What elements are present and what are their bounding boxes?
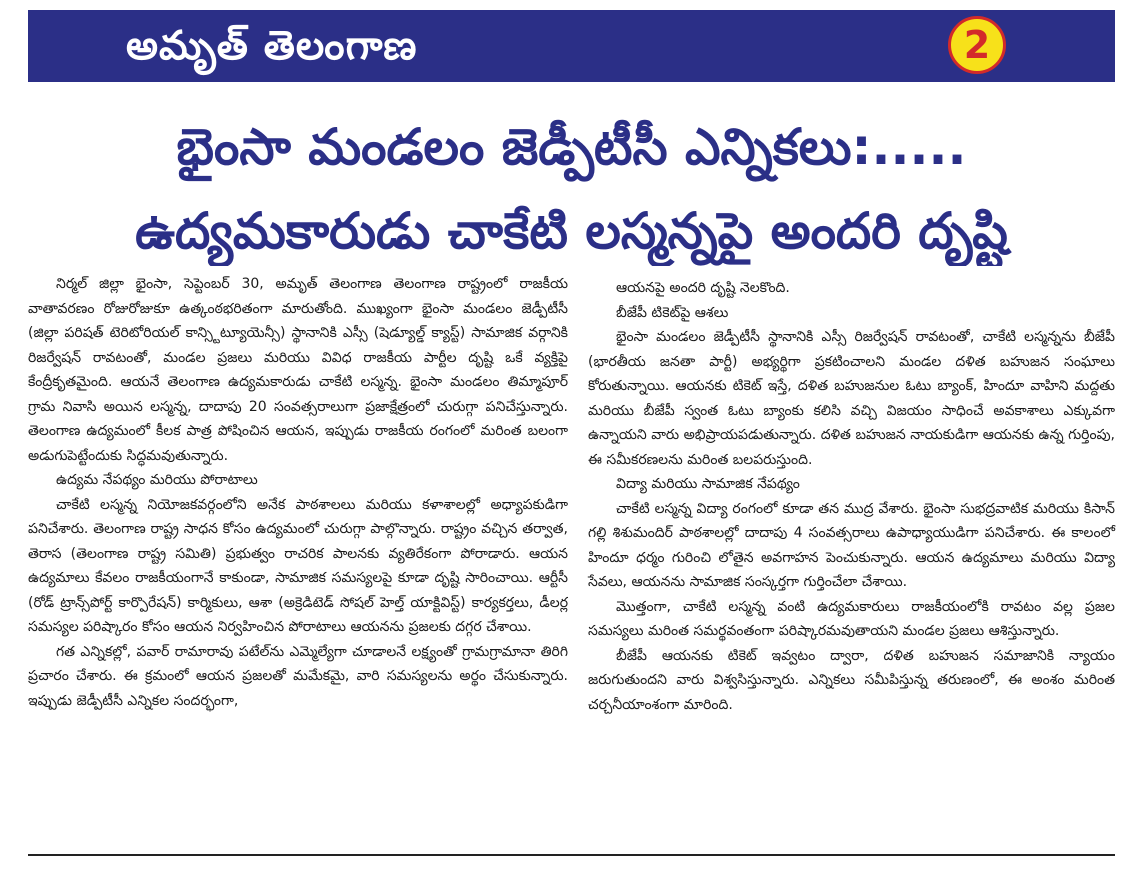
headline-line-1: భైంసా మండలం జెడ్పీటీసీ ఎన్నికలు:..... — [176, 118, 967, 176]
page-number-badge: 2 — [948, 16, 1006, 74]
headline-line-2: ఉద్యమకారుడు చాకేటి లస్మన్నపై అందరి దృష్టి — [135, 202, 1008, 260]
article-subheading: బీజేపీ టికెట్‌పై ఆశలు — [616, 304, 729, 321]
article-paragraph: భైంసా మండలం జెడ్పీటీసీ స్థానానికి ఎస్సీ రిజర్వేషన్ రావటంతో, చాకేటి లస్మన్నను బీజేపీ (భారతీయ జనతా పార్టీ) అభ్యర్థిగా ప్రకటించాలని మండల దళిత బహుజన సంఘాలు కోరుతున్నాయి. ఆయనకు టికెట్ ఇస్తే, దళిత బహుజనుల ఓటు బ్యాంక్, హిందూ వాహిని మద్దతు మరియు బీజేపీ స్వంత ఓటు బ్యాంకు కలిసి వచ్చి విజయం సాధించే అవకాశాలు ఎక్కువగా ఉన్నాయని వారు అభిప్రాయపడుతున్నారు. దళిత బహుజన నాయకుడిగా ఆయనకు ఉన్న గుర్తింపు, ఈ సమీకరణలను మరింత బలపరుస్తుంది. — [588, 329, 1115, 468]
newspaper-title: అమృత్ తెలంగాణ — [126, 23, 418, 69]
article-subheading: ఉద్యమ నేపథ్యం మరియు పోరాటాలు — [56, 472, 258, 488]
article-paragraph: చాకేటి లస్మన్న నియోజకవర్గంలోని అనేక పాఠశాలలు మరియు కళాశాలల్లో అధ్యాపకుడిగా పనిచేశారు. తెలంగాణ రాష్ట్ర సాధన కోసం ఉద్యమంలో చురుగ్గా పాల్గొన్నారు. రాష్ట్రం వచ్చిన తర్వాత, తెరాస (తెలంగాణ రాష్ట్ర సమితి) ప్రభుత్వం రాచరిక పాలనకు వ్యతిరేకంగా పోరాడారు. ఆయన ఉద్యమాలు కేవలం రాజకీయంగానే కాకుండా, సామాజిక సమస్యలపై కూడా దృష్టి సారించాయి. ఆర్టీసీ (రోడ్ ట్రాన్స్‌పోర్ట్ కార్పొరేషన్) కార్మికులు, ఆశా (అక్రెడిటెడ్ సోషల్ హెల్త్ యాక్టివిస్ట్) కార్యకర్తలు, డీలర్ల సమస్యల పరిష్కారం కోసం ఆయన నిర్వహించిన పోరాటాలు ఆయనను ప్రజలకు దగ్గర చేశాయి. — [28, 496, 568, 635]
article-paragraph: గత ఎన్నికల్లో, పవార్ రామారావు పటేల్‌ను ఎమ్మెల్యేగా చూడాలనే లక్ష్యంతో గ్రామగ్రామానా తిరిగి ప్రచారం చేశారు. ఈ క్రమంలో ఆయన ప్రజలతో మమేకమై, వారి సమస్యలను అర్థం చేసుకున్నారు. ఇప్పుడు జెడ్పీటీసీ ఎన్నికల సందర్భంగా, — [28, 643, 568, 709]
article-paragraph: నిర్మల్ జిల్లా భైంసా, సెప్టెంబర్ 30, అమృత్ తెలంగాణ తెలంగాణ రాష్ట్రంలో రాజకీయ వాతావరణం రోజురోజుకూ ఉత్కంఠభరితంగా మారుతోంది. ముఖ్యంగా భైంసా మండలం జెడ్పీటీసీ (జిల్లా పరిషత్ టెరిటోరియల్ కాన్స్టిట్యూయెన్సీ) స్థానానికి ఎస్సీ (షెడ్యూల్డ్ క్యాస్ట్) సామాజిక వర్గానికి రిజర్వేషన్ రావటంతో, మండల ప్రజలు మరియు వివిధ రాజకీయ పార్టీల దృష్టి ఒకే వ్యక్తిపై కేంద్రీకృతమైంది. ఆయనే తెలంగాణ ఉద్యమకారుడు చాకేటి లస్మన్న. భైంసా మండలం తిమ్మాపూర్ గ్రామ నివాసి అయిన లస్మన్న, దాదాపు 20 సంవత్సరాలుగా ప్రజాక్షేత్రంలో చురుగ్గా పనిచేస్తున్నారు. తెలంగాణ ఉద్యమంలో కీలక పాత్ర పోషించిన ఆయన, ఇప్పుడు రాజకీయ రంగంలో మరింత బలంగా అడుగుపెట్టేందుకు సిద్ధమవుతున్నారు. — [28, 276, 568, 464]
article-paragraph: చాకేటి లస్మన్న విద్యా రంగంలో కూడా తన ముద్ర వేశారు. భైంసా సుభద్రవాటిక మరియు కిసాన్ గల్లి శిశుమందిర్ పాఠశాలల్లో దాదాపు 4 సంవత్సరాలు ఉపాధ్యాయుడిగా పనిచేశారు. ఈ కాలంలో హిందూ ధర్మం గురించి లోతైన అవగాహన పెంచుకున్నారు. ఆయన ఉద్యమాలు మరియు విద్యా సేవలు, ఆయనను సామాజిక సంస్కర్తగా గుర్తించేలా చేశాయి. — [588, 500, 1115, 590]
article-column-right — [588, 276, 1115, 717]
article-column-left — [28, 272, 568, 713]
article-paragraph: బీజేపీ ఆయనకు టికెట్ ఇవ్వటం ద్వారా, దళిత బహుజన సమాజానికి న్యాయం జరుగుతుందని వారు విశ్వసిస్తున్నారు. ఎన్నికలు సమీపిస్తున్న తరుణంలో, ఈ అంశం మరింత చర్చనీయాంశంగా మారింది. — [588, 647, 1115, 713]
masthead — [28, 10, 1115, 82]
article-subheading: విద్యా మరియు సామాజిక నేపథ్యం — [616, 476, 800, 492]
article-paragraph: మొత్తంగా, చాకేటి లస్మన్న వంటి ఉద్యమకారులు రాజకీయంలోకి రావటం వల్ల ప్రజల సమస్యలు మరింత సమర్థవంతంగా పరిష్కారమవుతాయని మండల ప్రజలు ఆశిస్తున్నారు. — [588, 598, 1115, 639]
bottom-divider — [28, 854, 1115, 856]
article-paragraph: ఆయనపై అందరి దృష్టి నెలకొంది. — [616, 280, 790, 296]
